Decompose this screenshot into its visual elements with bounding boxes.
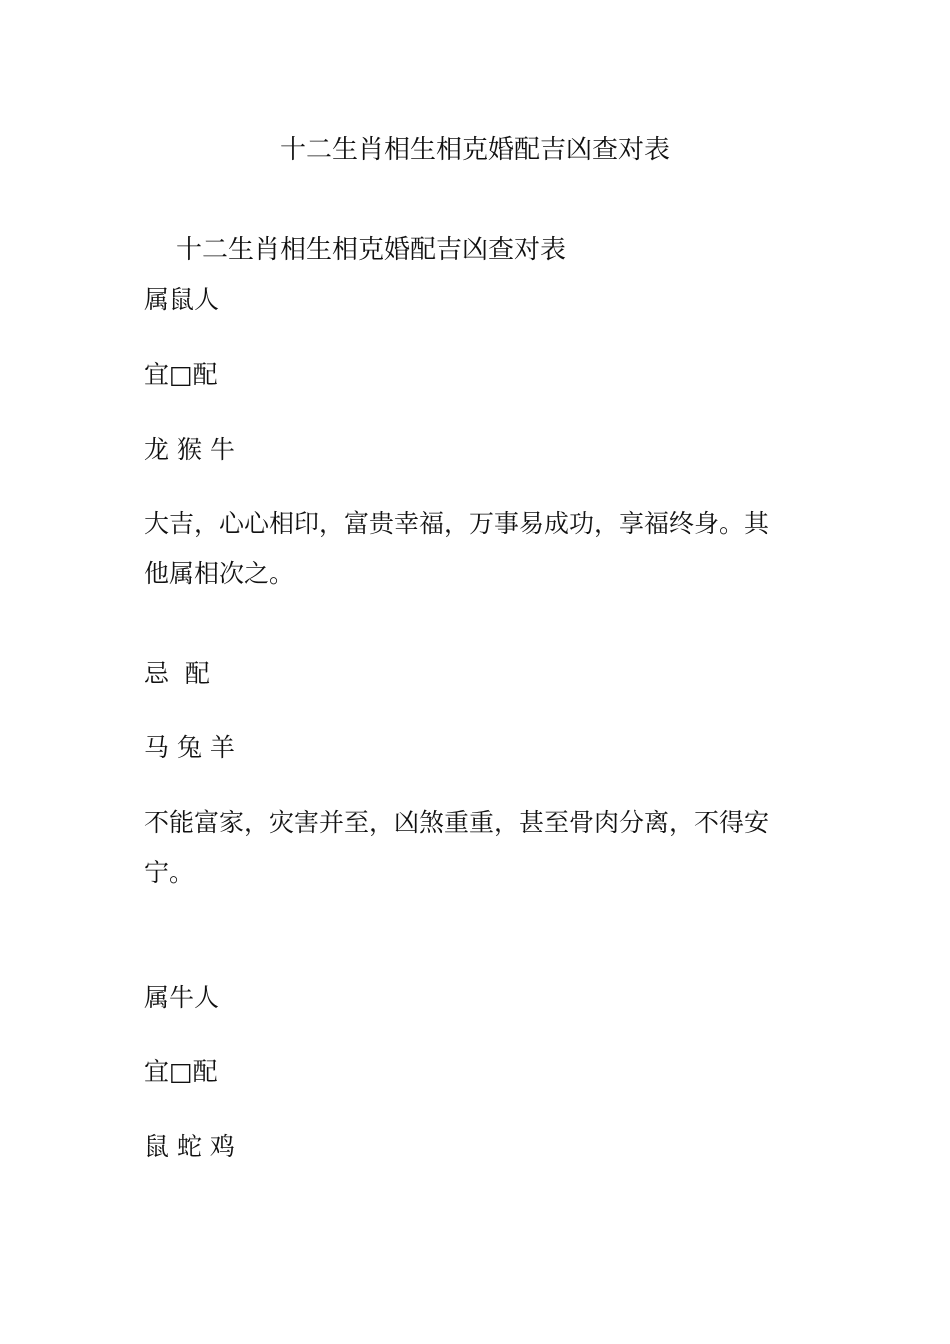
ox-section-heading: 属牛人	[144, 983, 220, 1012]
document-subtitle: 十二生肖相生相克婚配吉凶查对表	[176, 235, 567, 265]
document-title: 十二生肖相生相克婚配吉凶查对表	[279, 135, 670, 165]
rat-good-match-description: 大吉，心心相印，富贵幸福，万事易成功，享福终身。其他属相次之。	[144, 509, 770, 588]
rat-section-heading: 属鼠人	[144, 285, 220, 314]
rat-good-match-signs: 龙 猴 牛	[144, 435, 235, 464]
rat-good-match-label: 宜□配	[144, 360, 218, 389]
rat-bad-match-description: 不能富家，灾害并至，凶煞重重，甚至骨肉分离，不得安宁。	[144, 808, 770, 887]
ox-good-match-signs: 鼠 蛇 鸡	[144, 1132, 235, 1161]
rat-bad-match-label: 忌 配	[144, 659, 210, 688]
rat-bad-match-signs: 马 兔 羊	[144, 733, 235, 762]
ox-good-match-label: 宜□配	[144, 1057, 218, 1086]
